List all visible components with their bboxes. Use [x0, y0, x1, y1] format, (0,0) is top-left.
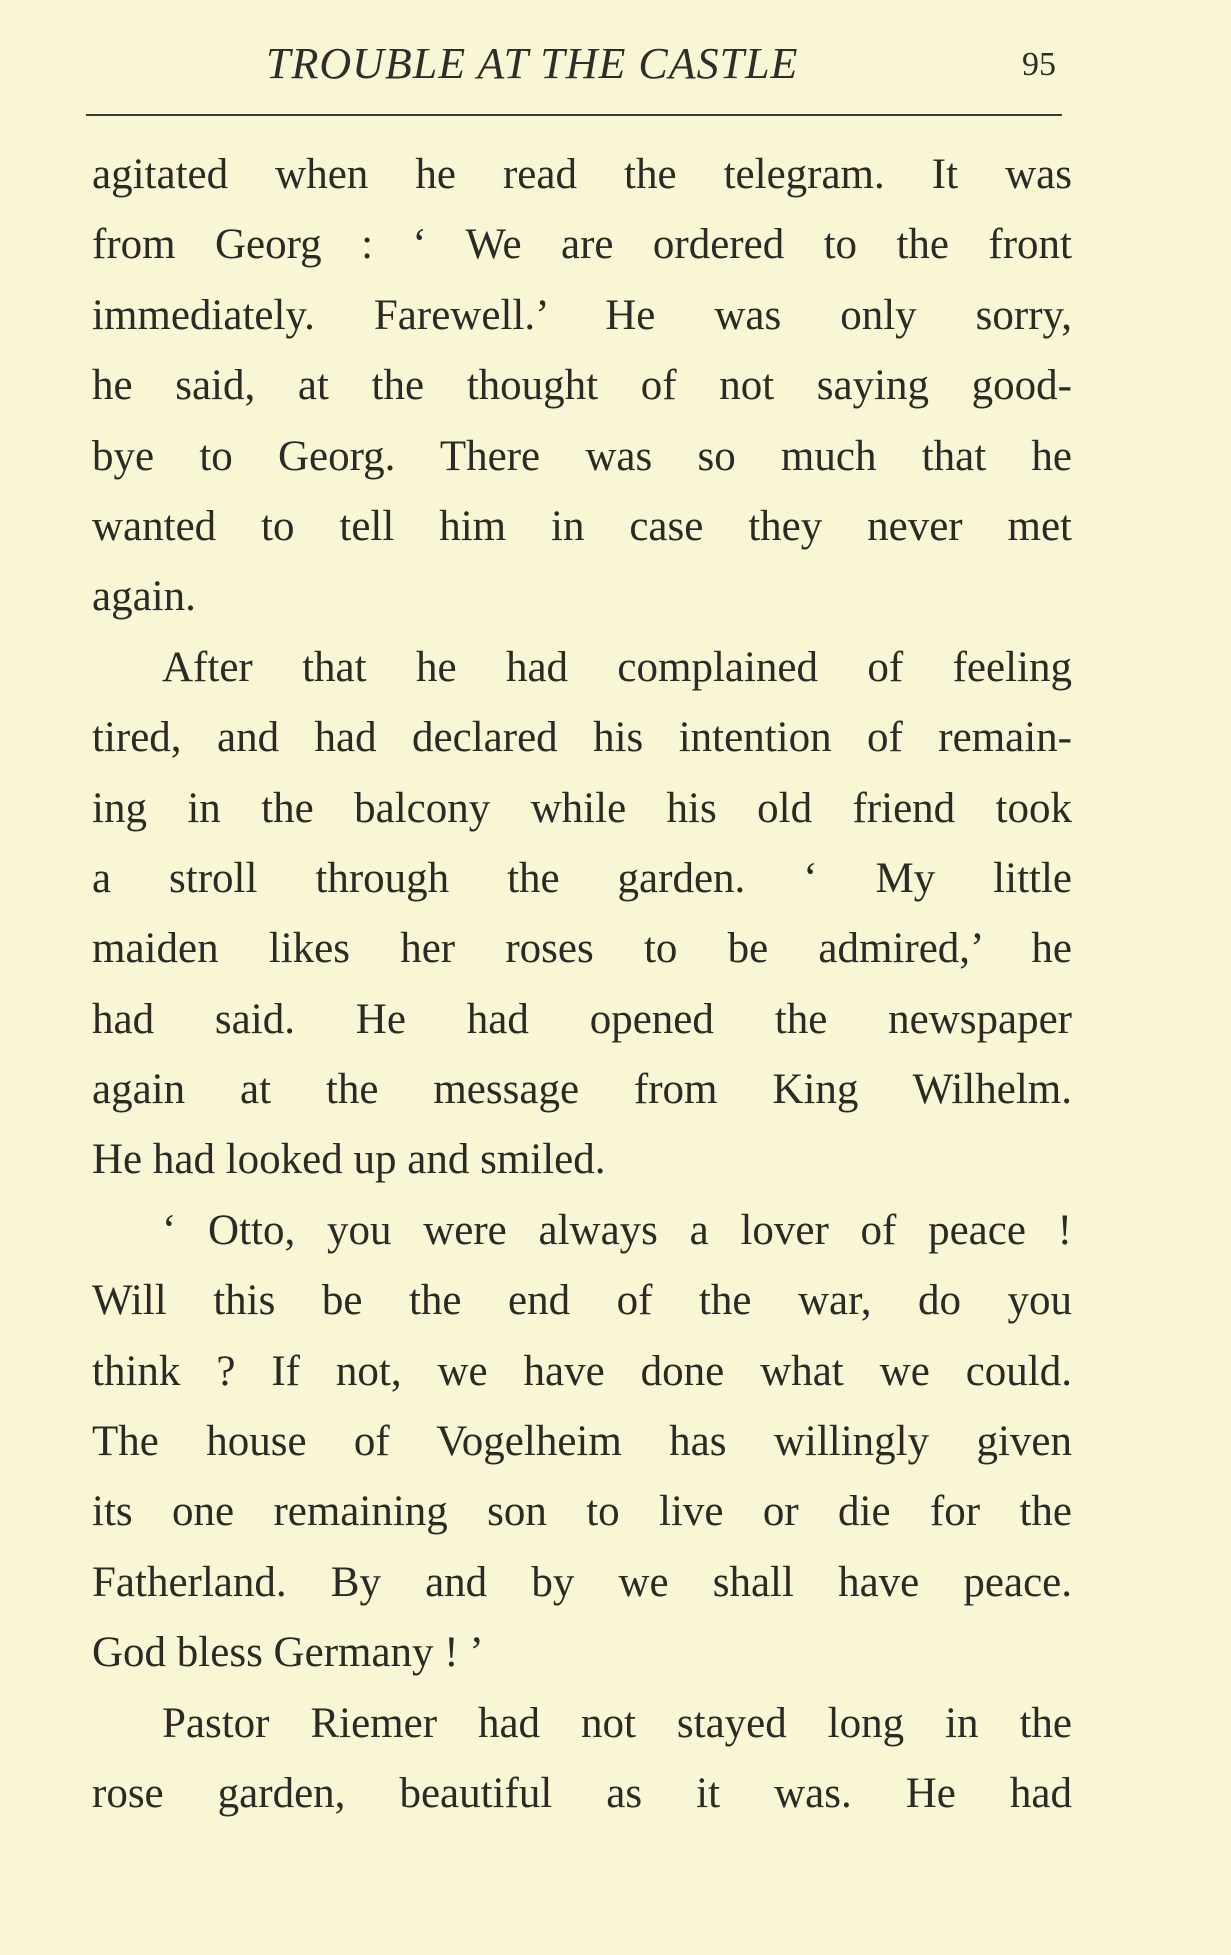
text-line: God bless Germany ! ’ [92, 1629, 484, 1677]
text-line: tired, and had declared his intention of remain- [92, 714, 1072, 762]
paragraph-2 [92, 633, 1072, 1196]
text-line: agitated when he read the telegram. It was [92, 151, 1072, 198]
text-line: he said, at the thought of not saying good- [92, 362, 1072, 410]
text-line: Pastor Riemer had not stayed long in the [162, 1699, 1072, 1747]
text-line: again at the message from King Wilhelm. [92, 1066, 1072, 1114]
text-line: its one remaining son to live or die for the [92, 1488, 1072, 1536]
text-line: ing in the balcony while his old friend took [92, 784, 1072, 832]
page-number: 95 [1022, 46, 1056, 83]
text-line: from Georg : ‘ We are ordered to the front [92, 221, 1072, 269]
text-line: bye to Georg. There was so much that he [92, 432, 1072, 480]
text-line: After that he had complained of feeling [162, 643, 1072, 691]
text-line: rose garden, beautiful as it was. He had [92, 1769, 1072, 1817]
header-rule [86, 114, 1062, 116]
text-line: again. [92, 573, 196, 621]
paragraph-3 [92, 1196, 1072, 1689]
text-line: maiden likes her roses to be admired,’ he [92, 925, 1072, 973]
text-line: wanted to tell him in case they never met [92, 502, 1072, 550]
text-line: He had looked up and smiled. [92, 1136, 606, 1184]
running-head [86, 36, 1066, 96]
running-title: TROUBLE AT THE CASTLE [266, 39, 799, 88]
text-line: had said. He had opened the newspaper [92, 995, 1072, 1043]
text-line: The house of Vogelheim has willingly given [92, 1418, 1072, 1466]
text-line: Fatherland. By and by we shall have peace. [92, 1558, 1072, 1606]
paragraph-1 [92, 140, 1072, 633]
text-line: a stroll through the garden. ‘ My little [92, 854, 1072, 902]
paragraph-4 [92, 1689, 1072, 1830]
text-line: ‘ Otto, you were always a lover of peace ! [162, 1206, 1072, 1254]
body-text [92, 140, 1072, 1829]
text-line: think ? If not, we have done what we could. [92, 1347, 1072, 1395]
text-line: Will this be the end of the war, do you [92, 1277, 1072, 1325]
text-line: immediately. Farewell.’ He was only sorry, [92, 291, 1072, 339]
